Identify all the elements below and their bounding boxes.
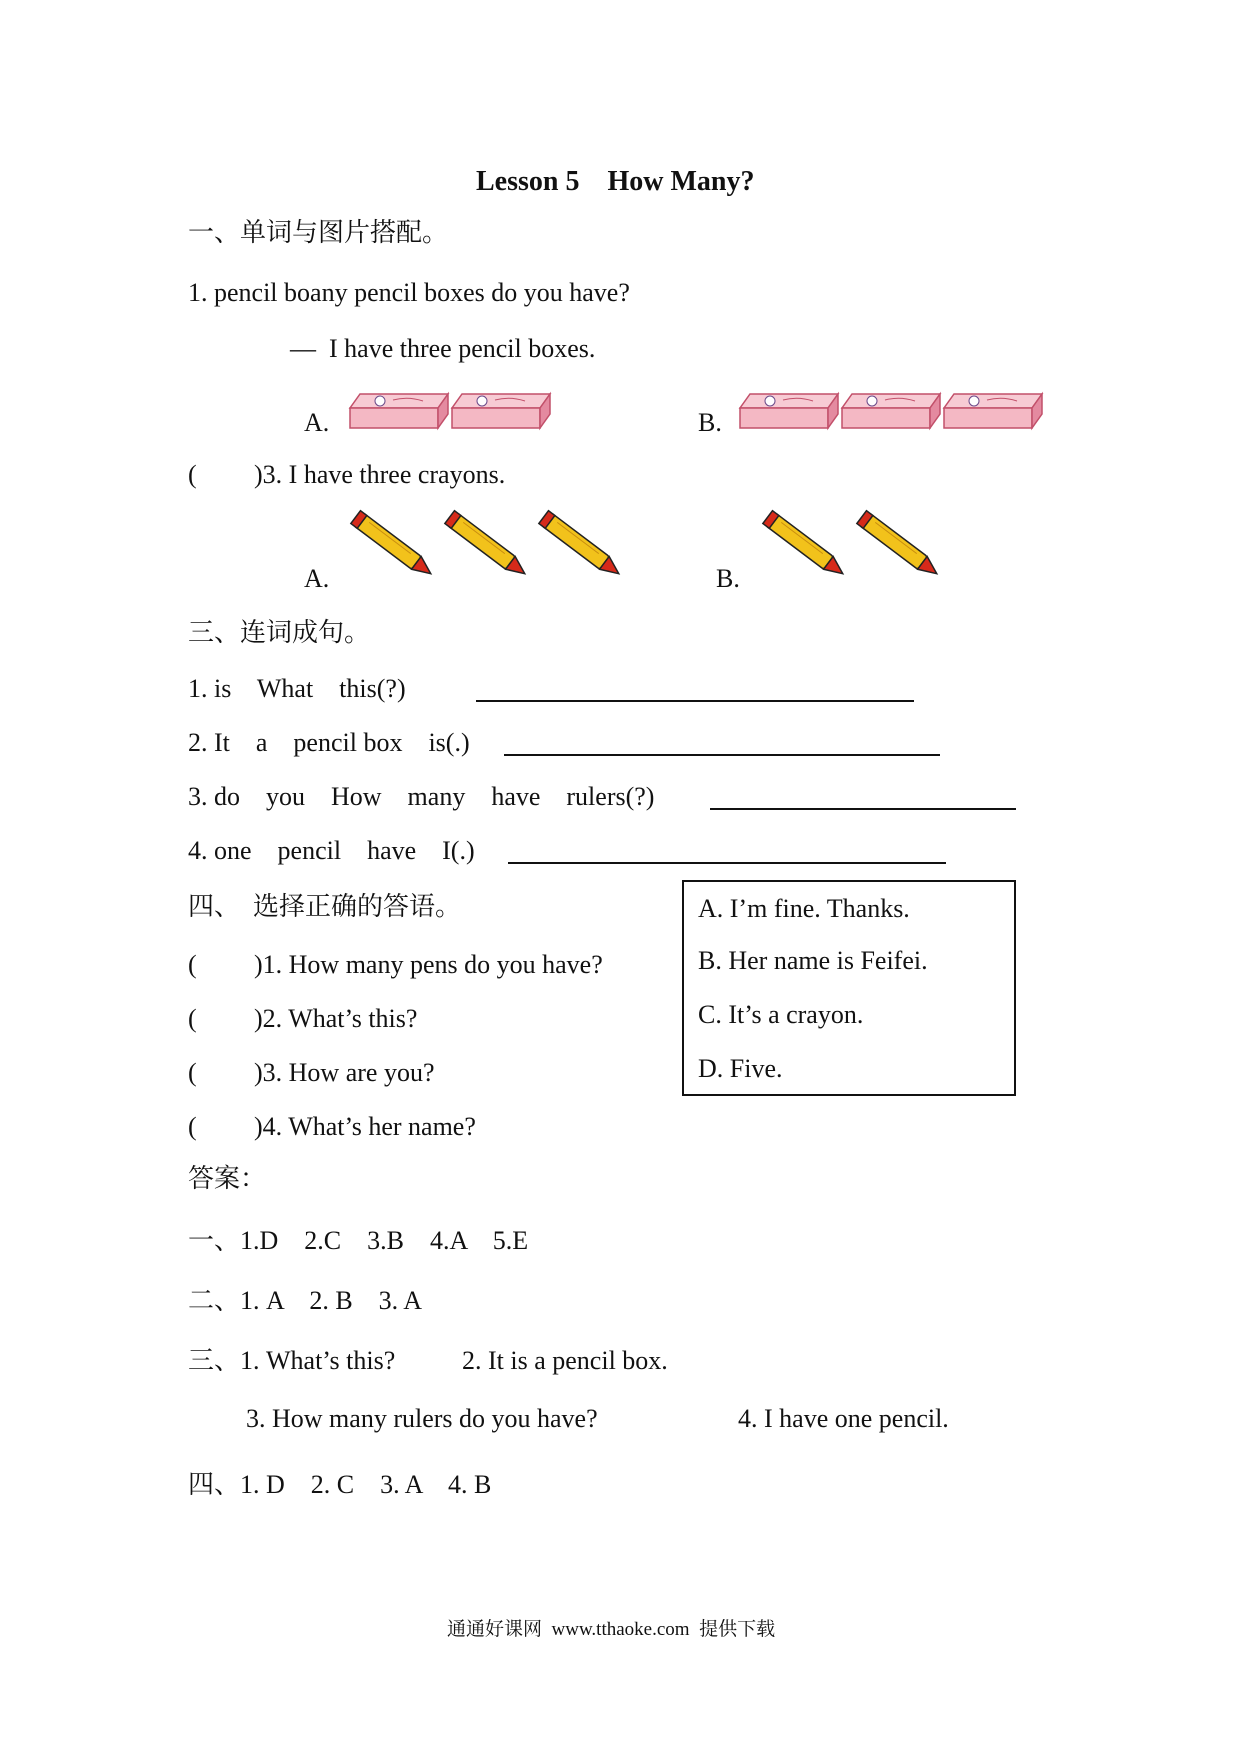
pencil-box-icon xyxy=(450,392,552,430)
page-title: Lesson 5 How Many? xyxy=(476,166,755,197)
section-1-question-1: 1. pencil boany pencil boxes do you have? xyxy=(188,278,630,307)
answers-line-3c: 3. How many rulers do you have? xyxy=(246,1404,598,1433)
option-c: C. It’s a crayon. xyxy=(698,1000,864,1029)
pencil-box-icon xyxy=(738,392,840,430)
crayon-icon xyxy=(758,508,854,584)
option-b: B. Her name is Feifei. xyxy=(698,946,928,975)
crayon-icon xyxy=(346,508,442,584)
option-a-label: A. xyxy=(304,408,330,437)
section-4-question-2: )2. What’s this? xyxy=(254,1004,418,1033)
option-a: A. I’m fine. Thanks. xyxy=(698,894,910,923)
option-a-label: A. xyxy=(304,564,330,593)
section-4-question-4: )4. What’s her name? xyxy=(254,1112,476,1141)
scramble-item-3: 3. do you How many have rulers(?) xyxy=(188,782,655,811)
section-4-heading: 四、 选择正确的答语。 xyxy=(188,892,462,921)
section-3-heading: 三、连词成句。 xyxy=(188,618,371,647)
answer-blank-2[interactable] xyxy=(504,754,940,756)
pencil-box-icon xyxy=(348,392,450,430)
section-1-answer-line: — I have three pencil boxes. xyxy=(290,334,596,363)
section-1-heading: 一、单词与图片搭配。 xyxy=(188,218,449,247)
answers-line-3d: 4. I have one pencil. xyxy=(738,1404,949,1433)
answers-line-3a: 三、1. What’s this? xyxy=(188,1346,396,1375)
crayon-icon xyxy=(852,508,948,584)
answer-blank-1[interactable] xyxy=(476,700,914,702)
answers-heading: 答案： xyxy=(188,1164,267,1193)
option-d: D. Five. xyxy=(698,1054,783,1083)
scramble-item-1: 1. is What this(?) xyxy=(188,674,406,703)
crayon-icon xyxy=(440,508,536,584)
section-4-question-3: )3. How are you? xyxy=(254,1058,435,1087)
answers-line-4: 四、1. D 2. C 3. A 4. B xyxy=(188,1470,492,1499)
footer-credit: 通通好课网 www.tthaoke.com 提供下载 xyxy=(447,1619,776,1640)
answer-paren: ( xyxy=(188,1112,197,1141)
answer-paren: ( xyxy=(188,1058,197,1087)
answers-line-1: 一、1.D 2.C 3.B 4.A 5.E xyxy=(188,1226,529,1255)
pencil-box-icon xyxy=(942,392,1044,430)
answer-blank-4[interactable] xyxy=(508,862,946,864)
option-b-label: B. xyxy=(716,564,740,593)
pencil-box-icon xyxy=(840,392,942,430)
scramble-item-2: 2. It a pencil box is(.) xyxy=(188,728,470,757)
section-2-question-3: )3. I have three crayons. xyxy=(254,460,506,489)
scramble-item-4: 4. one pencil have I(.) xyxy=(188,836,475,865)
answer-blank-3[interactable] xyxy=(710,808,1016,810)
answers-line-2: 二、1. A 2. B 3. A xyxy=(188,1286,423,1315)
answer-paren: ( xyxy=(188,1004,197,1033)
section-2-q3-paren: ( xyxy=(188,460,197,489)
answer-paren: ( xyxy=(188,950,197,979)
option-b-label: B. xyxy=(698,408,722,437)
crayon-icon xyxy=(534,508,630,584)
answers-line-3b: 2. It is a pencil box. xyxy=(462,1346,668,1375)
section-4-question-1: )1. How many pens do you have? xyxy=(254,950,603,979)
